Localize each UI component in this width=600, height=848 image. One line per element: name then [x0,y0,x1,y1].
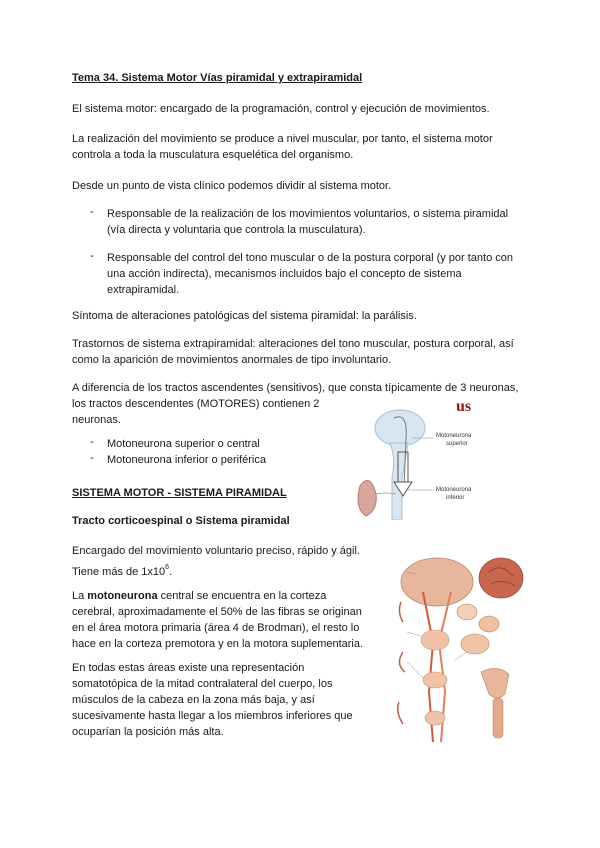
corticospinal-tract-illustration [393,552,525,750]
paragraph-tracts-line1: A diferencia de los tractos ascendentes (sensitivos), que consta típicamente de 3 neuronas, [72,382,519,394]
us-logo: us [456,398,472,415]
corticospinal-tract-figure [393,552,525,750]
paragraph-tracts-line2: los tractos descendentes (MOTORES) contienen 2 [72,398,320,410]
paragraph-motoneuron: La motoneurona central se encuentra en la corteza cerebral, aproximadamente el 50% de las fibras se originan en el área motora primaria (área 4 de Brodman), el resto lo hace en la corteza premotora y en la motora suplementaria. [72,590,364,650]
list-item-extrapyramidal: Responsable del control del tono muscular o de la postura corporal (y por tanto con una acción indirecta), mecanismos incluidos bajo el concepto de sistema extrapiramidal. [107,252,514,296]
lower-motoneuron-label: Motoneurona inferior [436,487,472,501]
paragraph-somatotopy: En todas estas áreas existe una representación somatotópica de la mitad contralateral del cuerpo, los músculos de la cabeza en la zona más baja, y así sucesivamente hasta llegar a los miembros inferiores que ocuparían la posición más alta. [72,662,353,738]
paragraph-paralysis: Síntoma de alteraciones patológicas del sistema piramidal: la parálisis. [72,310,417,322]
list-item-lower-motoneuron: Motoneurona inferior o periférica [107,454,266,466]
page-title: Tema 34. Sistema Motor Vías piramidal y extrapiramidal [72,72,363,84]
paragraph-muscle: La realización del movimiento se produce a nivel muscular, por tanto, el sistema motor controla a toda la musculatura esquelética del organismo. [72,133,493,161]
paragraph-clinical: Desde un punto de vista clínico podemos dividir al sistema motor. [72,180,392,192]
subheading: Tracto corticoespinal o Sistema piramidal [72,515,290,527]
list-dash: - [90,206,94,218]
paragraph-voluntary-movement: Encargado del movimiento voluntario preciso, rápido y ágil. [72,545,360,557]
list-dash: - [90,452,94,464]
list-item-pyramidal: Responsable de la realización de los movimientos voluntarios, o sistema piramidal (vía directa y voluntaria que controla la musculatura). [107,208,509,236]
list-item-upper-motoneuron: Motoneurona superior o central [107,438,260,450]
list-dash: - [90,436,94,448]
section-heading: SISTEMA MOTOR - SISTEMA PIRAMIDAL [72,487,287,499]
motoneuron-figure [350,398,530,520]
paragraph-extrapyramidal-disorders: Trastornos de sistema extrapiramidal: alteraciones del tono muscular, postura corporal, así como la aparición de movimientos anormales de tipo involuntario. [72,338,514,366]
paragraph-definition: El sistema motor: encargado de la programación, control y ejecución de movimientos. [72,103,490,115]
list-dash: - [90,250,94,262]
paragraph-fiber-count: Tiene más de $1x10^6$. [72,564,173,578]
paragraph-tracts-line3: neuronas. [72,414,121,426]
upper-motoneuron-label: Motoneurona superior [436,433,472,447]
